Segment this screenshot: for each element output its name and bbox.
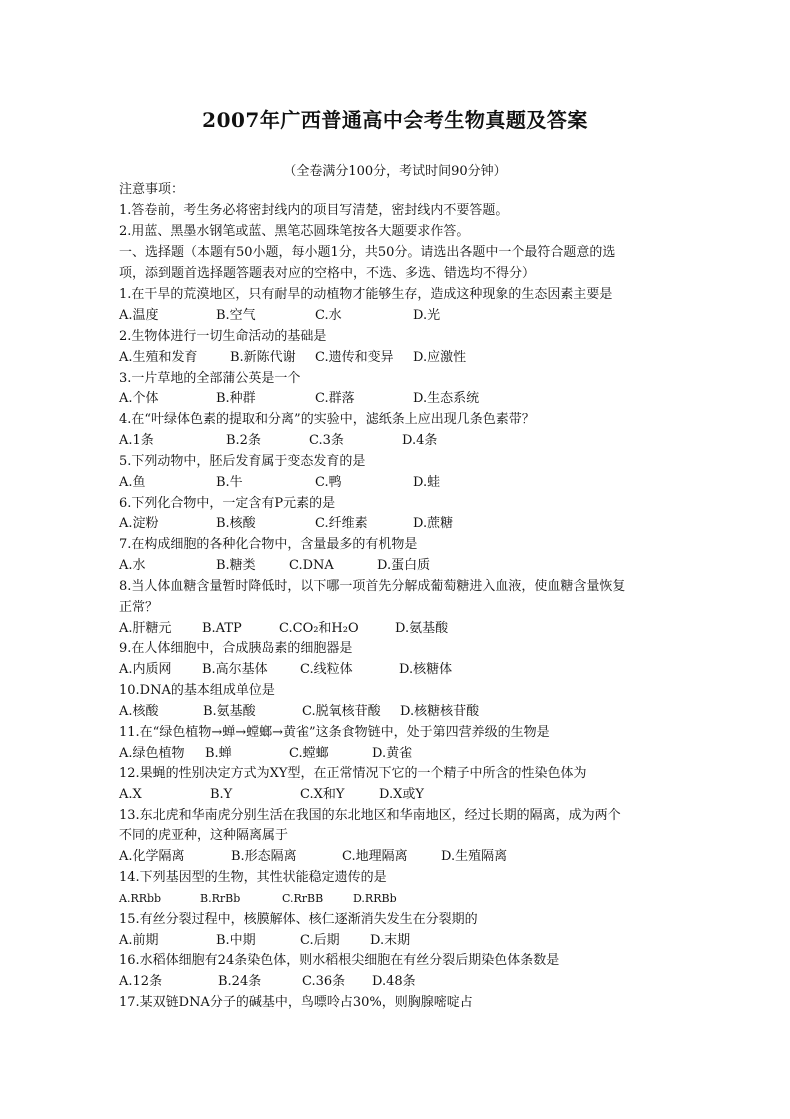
option-c: C.线粒体 bbox=[300, 662, 353, 677]
question-3-options bbox=[119, 390, 679, 408]
question-9-stem: 9.在人体细胞中，合成胰岛素的细胞器是 bbox=[119, 641, 353, 656]
question-15-options bbox=[119, 932, 679, 950]
question-16-options bbox=[119, 973, 679, 991]
option-c: C.脱氧核苷酸 bbox=[302, 704, 381, 719]
question-8-stem-line2: 正常？ bbox=[119, 600, 159, 615]
option-b: B.24条 bbox=[218, 974, 262, 989]
option-c: C.36条 bbox=[302, 974, 346, 989]
option-b: B.形态隔离 bbox=[231, 849, 297, 864]
question-13-stem-line2: 不同的虎亚种，这种隔离属于 bbox=[119, 828, 289, 843]
option-a: A.淀粉 bbox=[119, 516, 159, 531]
option-a: A.肝糖元 bbox=[119, 621, 172, 636]
option-c: C.X和Y bbox=[300, 787, 345, 802]
option-a: A.12条 bbox=[119, 974, 163, 989]
question-5-stem: 5.下列动物中，胚后发育属于变态发育的是 bbox=[119, 454, 366, 469]
option-d: D.蛋白质 bbox=[377, 558, 431, 573]
option-a: A.1条 bbox=[119, 433, 154, 448]
notes-heading: 注意事项： bbox=[119, 182, 185, 197]
question-11-stem: 11.在“绿色植物→蝉→螳螂→黄雀”这条食物链中，处于第四营养级的生物是 bbox=[119, 725, 550, 740]
option-c: C.螳螂 bbox=[289, 746, 329, 761]
option-b: B.高尔基体 bbox=[202, 662, 268, 677]
option-c: C.群落 bbox=[315, 391, 355, 406]
option-b: B.蝉 bbox=[205, 746, 232, 761]
question-11-options bbox=[119, 745, 679, 763]
option-b: B.牛 bbox=[216, 475, 243, 490]
question-6-options bbox=[119, 515, 679, 533]
question-2-options bbox=[119, 349, 679, 367]
option-a: A.内质网 bbox=[119, 662, 172, 677]
option-b: B.糖类 bbox=[216, 558, 256, 573]
option-b: B.氨基酸 bbox=[203, 704, 256, 719]
option-a: A.前期 bbox=[119, 933, 159, 948]
option-d: D.氨基酸 bbox=[395, 621, 449, 636]
option-c: C.水 bbox=[315, 308, 342, 323]
section-instructions-line2: 项，添到题首选择题答题表对应的空格中，不选、多选、错选均不得分） bbox=[119, 266, 536, 281]
option-d: D.蔗糖 bbox=[413, 516, 454, 531]
option-d: D.X或Y bbox=[379, 787, 424, 802]
section-instructions-line1: 一、选择题（本题有50小题，每小题1分，共50分。请选出各题中一个最符合题意的选 bbox=[119, 245, 616, 260]
option-b: B.种群 bbox=[216, 391, 256, 406]
question-16-stem: 16.水稻体细胞有24条染色体，则水稻根尖细胞在有丝分裂后期染色体条数是 bbox=[119, 953, 560, 968]
option-d: D.核糖体 bbox=[399, 662, 453, 677]
note-1: 1.答卷前，考生务必将密封线内的项目写清楚，密封线内不要答题。 bbox=[119, 203, 509, 218]
option-a: A.绿色植物 bbox=[119, 746, 185, 761]
question-4-stem: 4.在“叶绿体色素的提取和分离”的实验中，滤纸条上应出现几条色素带？ bbox=[119, 412, 535, 427]
question-1-stem: 1.在干旱的荒漠地区，只有耐旱的动植物才能够生存，造成这种现象的生态因素主要是 bbox=[119, 287, 613, 302]
option-c: C.3条 bbox=[309, 433, 344, 448]
question-17-stem: 17.某双链DNA分子的碱基中，鸟嘌呤占30%，则胸腺嘧啶占 bbox=[119, 995, 473, 1010]
option-c: C.鸭 bbox=[315, 475, 342, 490]
exam-info: （全卷满分100分，考试时间90分钟） bbox=[283, 164, 507, 179]
question-14-stem: 14.下列基因型的生物，其性状能稳定遗传的是 bbox=[119, 870, 387, 885]
option-d: D.RRBb bbox=[353, 892, 397, 905]
option-d: D.黄雀 bbox=[372, 746, 413, 761]
option-c: C.CO₂和H₂O bbox=[279, 621, 359, 636]
option-b: B.Y bbox=[210, 787, 233, 802]
option-c: C.后期 bbox=[300, 933, 340, 948]
option-b: B.中期 bbox=[216, 933, 256, 948]
question-8-stem-line1: 8.当人体血糖含量暂时降低时，以下哪一项首先分解成葡萄糖进入血液，使血糖含量恢复 bbox=[119, 579, 626, 594]
question-12-stem: 12.果蝇的性别决定方式为XY型，在正常情况下它的一个精子中所含的性染色体为 bbox=[119, 766, 587, 781]
option-b: B.RrBb bbox=[200, 892, 241, 905]
option-c: C.遗传和变异 bbox=[315, 350, 394, 365]
page-title: 2007年广西普通高中会考生物真题及答案 bbox=[202, 108, 588, 132]
option-a: A.温度 bbox=[119, 308, 159, 323]
option-d: D.48条 bbox=[372, 974, 416, 989]
question-12-options bbox=[119, 786, 679, 804]
question-13-options bbox=[119, 848, 679, 866]
option-a: A.核酸 bbox=[119, 704, 159, 719]
question-3-stem: 3.一片草地的全部蒲公英是一个 bbox=[119, 371, 301, 386]
question-7-stem: 7.在构成细胞的各种化合物中，含量最多的有机物是 bbox=[119, 537, 418, 552]
option-d: D.生殖隔离 bbox=[441, 849, 508, 864]
option-a: A.生殖和发育 bbox=[119, 350, 198, 365]
question-10-stem: 10.DNA的基本组成单位是 bbox=[119, 683, 275, 698]
option-b: B.2条 bbox=[226, 433, 261, 448]
option-d: D.蛙 bbox=[413, 475, 441, 490]
option-d: D.光 bbox=[413, 308, 441, 323]
question-8-options bbox=[119, 620, 679, 638]
option-a: A.化学隔离 bbox=[119, 849, 185, 864]
note-2: 2.用蓝、黑墨水钢笔或蓝、黑笔芯圆珠笔按各大题要求作答。 bbox=[119, 224, 470, 239]
question-4-options bbox=[119, 432, 679, 450]
question-7-options bbox=[119, 557, 679, 575]
option-d: D.末期 bbox=[370, 933, 411, 948]
option-b: B.核酸 bbox=[216, 516, 256, 531]
option-d: D.应激性 bbox=[413, 350, 467, 365]
question-9-options bbox=[119, 661, 679, 679]
question-14-options bbox=[119, 890, 679, 908]
option-c: C.地理隔离 bbox=[342, 849, 408, 864]
option-a: A.鱼 bbox=[119, 475, 146, 490]
question-15-stem: 15.有丝分裂过程中，核膜解体、核仁逐渐消失发生在分裂期的 bbox=[119, 912, 478, 927]
question-10-options bbox=[119, 703, 679, 721]
option-c: C.RrBB bbox=[282, 892, 324, 905]
option-d: D.核糖核苷酸 bbox=[400, 704, 480, 719]
option-d: D.4条 bbox=[402, 433, 438, 448]
option-b: B.新陈代谢 bbox=[230, 350, 296, 365]
option-d: D.生态系统 bbox=[413, 391, 480, 406]
option-a: A.X bbox=[119, 787, 142, 802]
option-b: B.ATP bbox=[202, 621, 242, 636]
option-c: C.纤维素 bbox=[315, 516, 368, 531]
question-6-stem: 6.下列化合物中，一定含有P元素的是 bbox=[119, 496, 336, 511]
option-a: A.水 bbox=[119, 558, 146, 573]
question-13-stem-line1: 13.东北虎和华南虎分别生活在我国的东北地区和华南地区，经过长期的隔离，成为两个 bbox=[119, 808, 621, 823]
option-a: A.个体 bbox=[119, 391, 159, 406]
option-a: A.RRbb bbox=[119, 892, 162, 905]
question-5-options bbox=[119, 474, 679, 492]
option-c: C.DNA bbox=[289, 558, 334, 573]
question-2-stem: 2.生物体进行一切生命活动的基础是 bbox=[119, 329, 327, 344]
question-1-options bbox=[119, 307, 679, 325]
option-b: B.空气 bbox=[216, 308, 256, 323]
